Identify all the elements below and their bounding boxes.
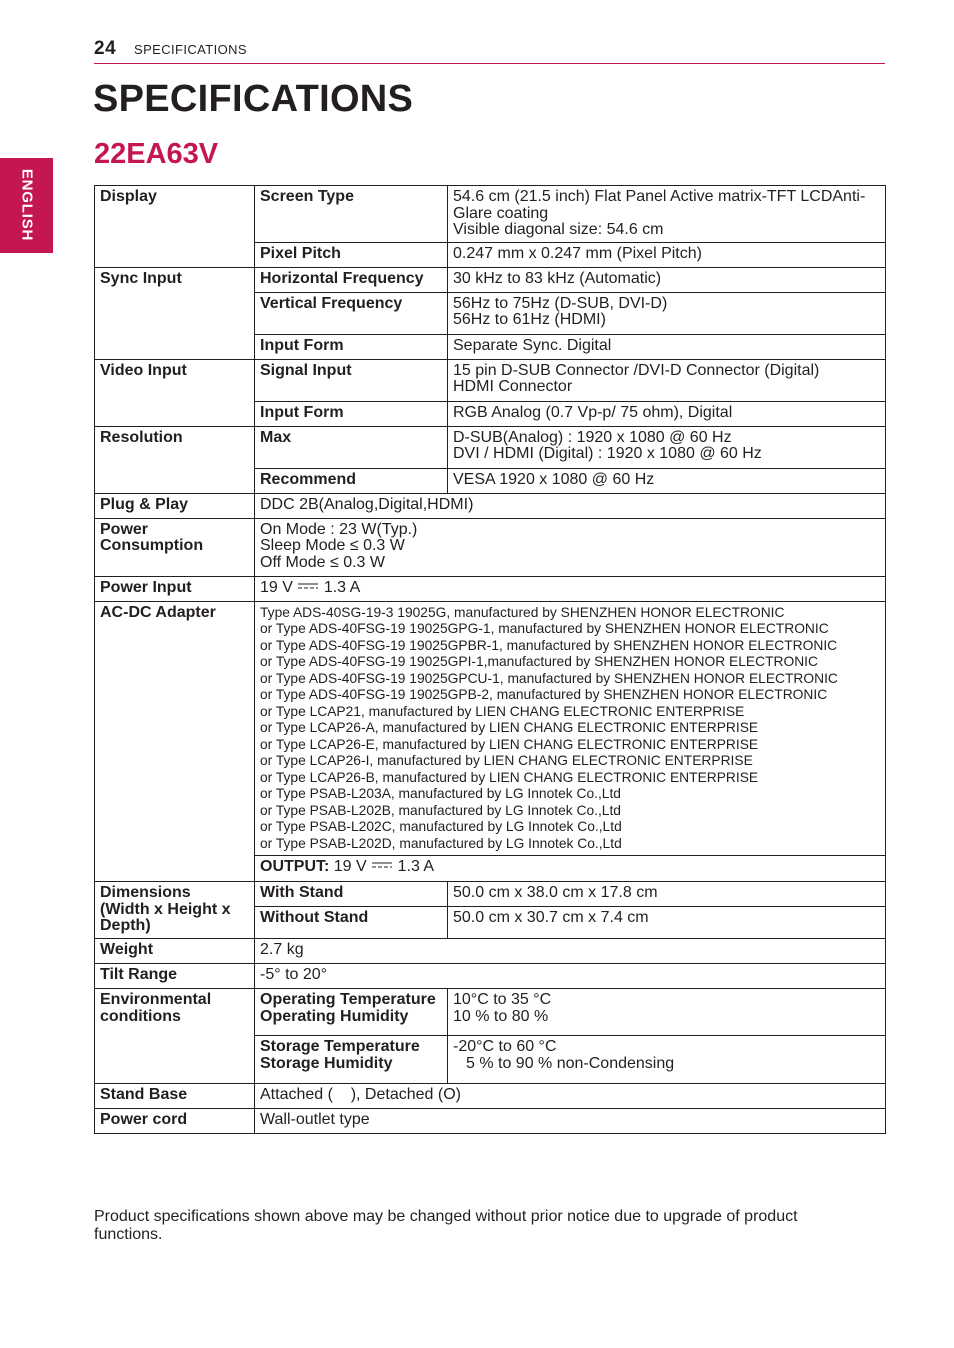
value-line: D-SUB(Analog) : 1920 x 1080 @ 60 Hz <box>453 428 732 446</box>
value-power-cord: Wall-outlet type <box>255 1109 886 1134</box>
sub-label-horizontal-frequency: Horizontal Frequency <box>255 267 448 292</box>
value-line: On Mode : 23 W(Typ.) <box>260 520 418 538</box>
label-line: Power <box>100 520 149 538</box>
value-horizontal-frequency: 30 kHz to 83 kHz (Automatic) <box>448 267 886 292</box>
value-line: 10 % to 80 % <box>453 1007 549 1025</box>
table-row <box>95 359 886 401</box>
value-max <box>448 426 886 468</box>
table-row <box>95 493 886 518</box>
adapter-type-line: or Type ADS-40FSG-19 19025GPBR-1, manufactured by SHENZHEN HONOR ELECTRONIC <box>260 637 838 653</box>
sub-label-without-stand: Without Stand <box>255 907 448 939</box>
label-line: Storage Humidity <box>260 1054 393 1072</box>
sub-label-recommend: Recommend <box>255 468 448 493</box>
value-line: HDMI Connector <box>453 378 573 395</box>
value-plug-play: DDC 2B(Analog,Digital,HDMI) <box>255 493 886 518</box>
value-prefix: 19 V <box>333 858 367 875</box>
table-row <box>95 601 886 856</box>
row-label-video-input: Video Input <box>95 359 255 426</box>
row-label-weight: Weight <box>95 939 255 964</box>
value-line: Off Mode ≤ 0.3 W <box>260 553 385 571</box>
page-number: 24 <box>94 38 117 59</box>
value-stand-base: Attached ( ), Detached (O) <box>255 1084 886 1109</box>
value-suffix: 1.3 A <box>397 858 435 875</box>
language-tab <box>0 158 53 253</box>
label-line: (Width x Height x <box>100 900 231 918</box>
dc-current-icon <box>298 582 318 590</box>
value-line: Sleep Mode ≤ 0.3 W <box>260 537 405 554</box>
value-vertical-frequency <box>448 292 886 334</box>
sub-label-operating <box>255 989 448 1036</box>
value-screen-type <box>448 186 886 243</box>
row-label-plug-play: Plug & Play <box>95 493 255 518</box>
value-without-stand: 50.0 cm x 30.7 cm x 7.4 cm <box>448 907 886 939</box>
table-row <box>95 964 886 989</box>
row-label-tilt-range: Tilt Range <box>95 964 255 989</box>
value-tilt-range: -5° to 20° <box>255 964 886 989</box>
value-power-consumption <box>255 518 886 576</box>
adapter-type-line: or Type LCAP21, manufactured by LIEN CHANG ELECTRONIC ENTERPRISE <box>260 703 745 719</box>
adapter-type-line: or Type ADS-40FSG-19 19025GPCU-1, manufactured by SHENZHEN HONOR ELECTRONIC <box>260 670 838 686</box>
value-power-input <box>255 576 886 601</box>
table-row <box>95 882 886 907</box>
row-label-sync-input: Sync Input <box>95 267 255 359</box>
table-row <box>95 518 886 576</box>
footnote: Product specifications shown above may be changed without prior notice due to upgrade of product functions. <box>94 1208 798 1243</box>
value-suffix: 1.3 A <box>323 578 361 596</box>
value-line: 10°C to 35 °C <box>453 991 552 1008</box>
value-input-form: RGB Analog (0.7 Vp-p/ 75 ohm), Digital <box>448 401 886 426</box>
table-row <box>95 1109 886 1134</box>
sub-label-storage <box>255 1036 448 1084</box>
value-with-stand: 50.0 cm x 38.0 cm x 17.8 cm <box>448 882 886 907</box>
row-label-power-cord: Power cord <box>95 1109 255 1134</box>
value-line: -20°C to 60 °C <box>453 1038 557 1055</box>
sub-label-signal-input: Signal Input <box>255 359 448 401</box>
sub-label-pixel-pitch: Pixel Pitch <box>255 242 448 267</box>
row-label-display: Display <box>95 186 255 268</box>
adapter-type-line: or Type PSAB-L202C, manufactured by LG Innotek Co.,Ltd <box>260 819 622 834</box>
adapter-type-line: or Type LCAP26-E, manufactured by LIEN CHANG ELECTRONIC ENTERPRISE <box>260 736 759 752</box>
sub-label-input-form: Input Form <box>255 401 448 426</box>
adapter-output <box>255 856 886 882</box>
adapter-type-line: or Type PSAB-L202D, manufactured by LG Innotek Co.,Ltd <box>260 835 622 851</box>
adapter-type-line: or Type ADS-40FSG-19 19025GPG-1, manufactured by SHENZHEN HONOR ELECTRONIC <box>260 621 829 636</box>
value-line: 5 % to 90 % non-Condensing <box>466 1054 675 1072</box>
spec-table <box>94 185 886 1134</box>
row-label-stand-base: Stand Base <box>95 1084 255 1109</box>
row-label-adapter: AC-DC Adapter <box>95 601 255 882</box>
adapter-type-line: or Type ADS-40FSG-19 19025GPB-2, manufactured by SHENZHEN HONOR ELECTRONIC <box>260 687 828 702</box>
adapter-type-line: or Type PSAB-L203A, manufactured by LG Innotek Co.,Ltd <box>260 786 621 801</box>
label-line: Storage Temperature <box>260 1038 420 1055</box>
adapter-type-line: or Type LCAP26-A, manufactured by LIEN CHANG ELECTRONIC ENTERPRISE <box>260 720 759 735</box>
table-row <box>95 1084 886 1109</box>
label-line: Consumption <box>100 537 204 554</box>
table-row <box>95 989 886 1036</box>
label-line: Operating Temperature <box>260 991 436 1008</box>
value-operating <box>448 989 886 1036</box>
row-label-dimensions <box>95 882 255 939</box>
value-line: 54.6 cm (21.5 inch) Flat Panel Active matrix-TFT LCDAnti-Glare coating <box>453 188 866 222</box>
page-title: SPECIFICATIONS <box>93 78 414 120</box>
row-label-environment <box>95 989 255 1084</box>
label-line: conditions <box>100 1007 181 1025</box>
adapter-type-line: Type ADS-40SG-19-3 19025G, manufactured by SHENZHEN HONOR ELECTRONIC <box>260 604 785 620</box>
label-line: Environmental <box>100 991 212 1008</box>
value-line: 15 pin D-SUB Connector /DVI-D Connector (Digital) <box>453 361 820 379</box>
sub-label-vertical-frequency: Vertical Frequency <box>255 292 448 334</box>
value-prefix: 19 V <box>260 578 293 596</box>
label-line: Depth) <box>100 917 151 934</box>
table-row <box>95 939 886 964</box>
sub-label-max: Max <box>255 426 448 468</box>
value-line: 56Hz to 61Hz (HDMI) <box>453 311 606 328</box>
adapter-types <box>255 601 886 856</box>
value-weight: 2.7 kg <box>255 939 886 964</box>
adapter-type-line: or Type LCAP26-B, manufactured by LIEN CHANG ELECTRONIC ENTERPRISE <box>260 769 759 785</box>
sub-label-screen-type: Screen Type <box>255 186 448 243</box>
page-header <box>94 38 885 64</box>
row-label-resolution: Resolution <box>95 426 255 493</box>
table-row <box>95 267 886 292</box>
value-pixel-pitch: 0.247 mm x 0.247 mm (Pixel Pitch) <box>448 242 886 267</box>
table-row <box>95 426 886 468</box>
adapter-type-line: or Type PSAB-L202B, manufactured by LG Innotek Co.,Ltd <box>260 802 621 818</box>
value-recommend: VESA 1920 x 1080 @ 60 Hz <box>448 468 886 493</box>
value-line: DVI / HDMI (Digital) : 1920 x 1080 @ 60 Hz <box>453 445 762 462</box>
row-label-power-consumption <box>95 518 255 576</box>
sub-label-with-stand: With Stand <box>255 882 448 907</box>
sub-label-input-form: Input Form <box>255 334 448 359</box>
table-row <box>95 186 886 243</box>
value-signal-input <box>448 359 886 401</box>
table-row <box>95 576 886 601</box>
adapter-type-line: or Type LCAP26-I, manufactured by LIEN CHANG ELECTRONIC ENTERPRISE <box>260 753 753 768</box>
value-line: 56Hz to 75Hz (D-SUB, DVI-D) <box>453 294 668 312</box>
row-label-power-input: Power Input <box>95 576 255 601</box>
language-tab-label: ENGLISH <box>18 168 36 242</box>
running-head: SPECIFICATIONS <box>134 42 247 57</box>
output-label: OUTPUT: <box>260 858 330 875</box>
label-line: Dimensions <box>100 884 191 901</box>
value-input-form: Separate Sync. Digital <box>448 334 886 359</box>
label-line: Operating Humidity <box>260 1007 409 1025</box>
value-storage <box>448 1036 886 1084</box>
dc-current-icon <box>372 861 392 869</box>
model-heading: 22EA63V <box>94 138 219 170</box>
value-line: Visible diagonal size: 54.6 cm <box>453 221 664 238</box>
adapter-type-line: or Type ADS-40FSG-19 19025GPI-1,manufactured by SHENZHEN HONOR ELECTRONIC <box>260 654 818 669</box>
